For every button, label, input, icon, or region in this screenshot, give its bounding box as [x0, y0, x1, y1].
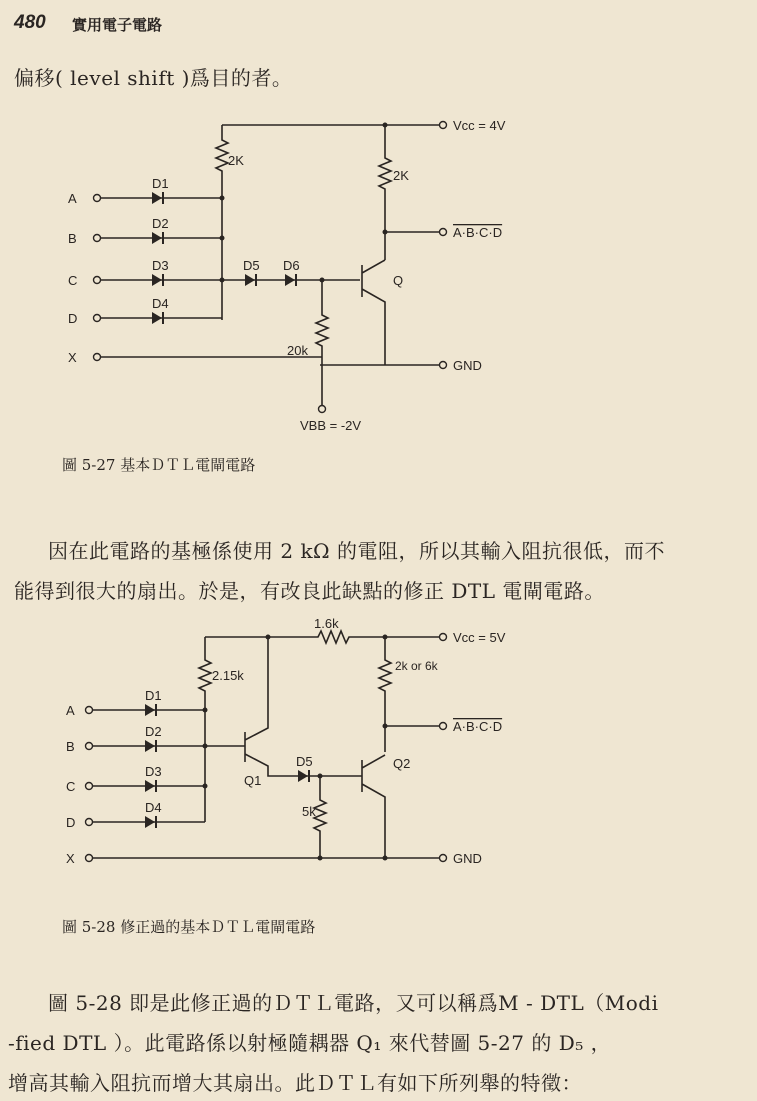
gnd-label: GND	[453, 358, 482, 373]
input-b: B	[68, 231, 77, 246]
diode-d2: D2	[152, 216, 169, 231]
intro-line: 偏移( level shift )爲目的者。	[14, 66, 293, 90]
figure-5-28-caption: 圖 5-28 修正過的基本ＤＴＬ電閘電路	[62, 918, 316, 936]
page-number: 480	[14, 12, 46, 33]
resistor-2k-collector: 2K	[393, 168, 409, 183]
diode-d3: D3	[152, 258, 169, 273]
input-x: X	[68, 350, 77, 365]
diode-d4: D4	[145, 800, 162, 815]
diode-d1: D1	[152, 176, 169, 191]
vbb-label: VBB = -2V	[300, 418, 362, 433]
input-c: C	[68, 273, 78, 288]
paragraph-2-line-3: 增高其輸入阻抗而增大其扇出。此ＤＴＬ有如下所列舉的特徵：	[8, 1071, 582, 1095]
paragraph-1-line-2: 能得到很大的扇出。於是，有改良此缺點的修正 DTL 電閘電路。	[14, 579, 605, 603]
transistor-q: Q	[393, 273, 404, 288]
resistor-2-15k: 2.15k	[212, 668, 244, 683]
diode-d5: D5	[243, 258, 260, 273]
resistor-2k-base: 2K	[228, 153, 244, 168]
running-title: 實用電子電路	[72, 16, 163, 34]
resistor-5k: 5k	[302, 804, 316, 819]
paragraph-1-line-1: 因在此電路的基極係使用 2 kΩ 的電阻，所以其輸入阻抗很低，而不	[48, 539, 665, 563]
gnd-label: GND	[453, 851, 482, 866]
paragraph-2-line-2: -fied DTL ）。此電路係以射極隨耦器 Q₁ 來代替圖 5-27 的 D₅ ，	[8, 1031, 612, 1055]
figure-5-27-caption: 圖 5-27 基本ＤＴＬ電閘電路	[62, 456, 256, 474]
vcc-label: Vcc = 4V	[453, 118, 506, 133]
diode-d6: D6	[283, 258, 300, 273]
paragraph-2-line-1: 圖 5-28 即是此修正過的ＤＴＬ電路，又可以稱爲M - DTL（Modi	[48, 991, 659, 1015]
input-d: D	[68, 311, 78, 326]
output-label: A·B·C·D	[453, 225, 503, 240]
diode-d4: D4	[152, 296, 169, 311]
input-x: X	[66, 851, 75, 866]
vcc-label: Vcc = 5V	[453, 630, 506, 645]
output-label: A·B·C·D	[453, 719, 503, 734]
input-d: D	[66, 815, 76, 830]
resistor-2k-or-6k: 2k or 6k	[395, 659, 438, 673]
input-a: A	[66, 703, 75, 718]
resistor-20k: 20k	[287, 343, 308, 358]
transistor-q1: Q1	[244, 773, 262, 788]
input-c: C	[66, 779, 76, 794]
diode-d1: D1	[145, 688, 162, 703]
input-a: A	[68, 191, 77, 206]
diode-d5: D5	[296, 754, 313, 769]
transistor-q2: Q2	[393, 756, 411, 771]
diode-d2: D2	[145, 724, 162, 739]
resistor-1-6k: 1.6k	[314, 616, 339, 631]
diode-d3: D3	[145, 764, 162, 779]
input-b: B	[66, 739, 75, 754]
